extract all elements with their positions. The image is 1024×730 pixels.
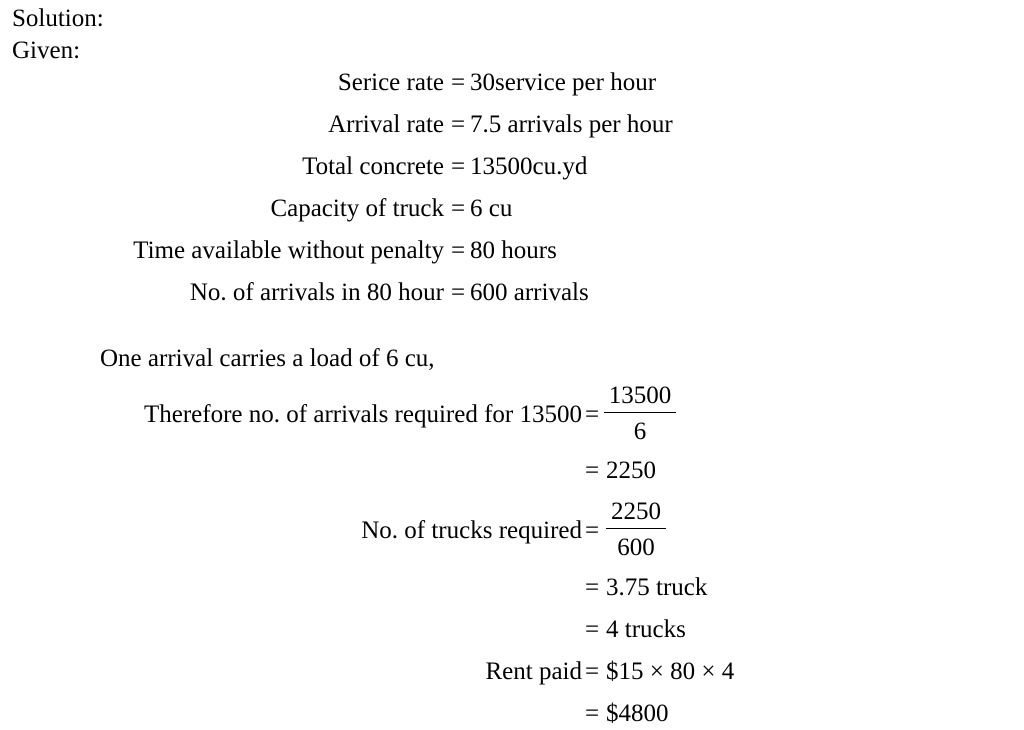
trucks-result-decimal: 3.75 truck xyxy=(606,574,708,601)
equals-sign: = xyxy=(450,111,466,138)
equals-sign: = xyxy=(584,574,600,601)
equals-sign: = xyxy=(450,237,466,264)
arrivals-fraction xyxy=(604,383,676,444)
equals-sign: = xyxy=(584,457,600,484)
fraction-denominator: 6 xyxy=(633,418,647,445)
given-label-time-available: Time available without penalty xyxy=(133,237,444,264)
given-value-arrivals-80h: 600 arrivals xyxy=(470,279,589,306)
arrivals-required-label: Therefore no. of arrivals required for 13500 xyxy=(143,401,582,428)
equals-sign: = xyxy=(584,616,600,643)
equals-sign: = xyxy=(450,195,466,222)
fraction-numerator: 2250 xyxy=(611,498,661,525)
equals-sign: = xyxy=(584,517,600,544)
fraction-denominator: 600 xyxy=(617,534,655,561)
rent-expression: $15 × 80 × 4 xyxy=(606,658,735,685)
equals-sign: = xyxy=(450,279,466,306)
equals-sign: = xyxy=(584,700,600,727)
one-arrival-statement: One arrival carries a load of 6 cu, xyxy=(100,345,435,372)
trucks-required-label: No. of trucks required xyxy=(361,517,582,544)
given-label-total-concrete: Total concrete xyxy=(302,153,444,180)
solution-heading: Solution: xyxy=(12,5,104,32)
equals-sign: = xyxy=(584,401,600,428)
trucks-result-rounded: 4 trucks xyxy=(606,616,686,643)
given-value-truck-capacity: 6 cu xyxy=(470,195,513,222)
given-heading: Given: xyxy=(12,37,81,64)
given-label-arrivals-80h: No. of arrivals in 80 hour xyxy=(189,279,444,306)
given-value-service-rate: 30service per hour xyxy=(470,69,657,96)
equals-sign: = xyxy=(584,658,600,685)
given-label-truck-capacity: Capacity of truck xyxy=(270,195,444,222)
given-label-arrival-rate: Arrival rate xyxy=(328,111,444,138)
fraction-numerator: 13500 xyxy=(608,382,672,409)
equals-sign: = xyxy=(450,153,466,180)
rent-paid-label: Rent paid xyxy=(485,658,582,685)
arrivals-result: 2250 xyxy=(606,457,656,484)
equals-sign: = xyxy=(450,69,466,96)
given-value-total-concrete: 13500cu.yd xyxy=(470,153,588,180)
trucks-fraction xyxy=(606,499,666,560)
given-label-service-rate: Serice rate xyxy=(337,69,444,96)
given-value-arrival-rate: 7.5 arrivals per hour xyxy=(470,111,673,138)
given-value-time-available: 80 hours xyxy=(470,237,557,264)
rent-result: $4800 xyxy=(606,700,669,727)
